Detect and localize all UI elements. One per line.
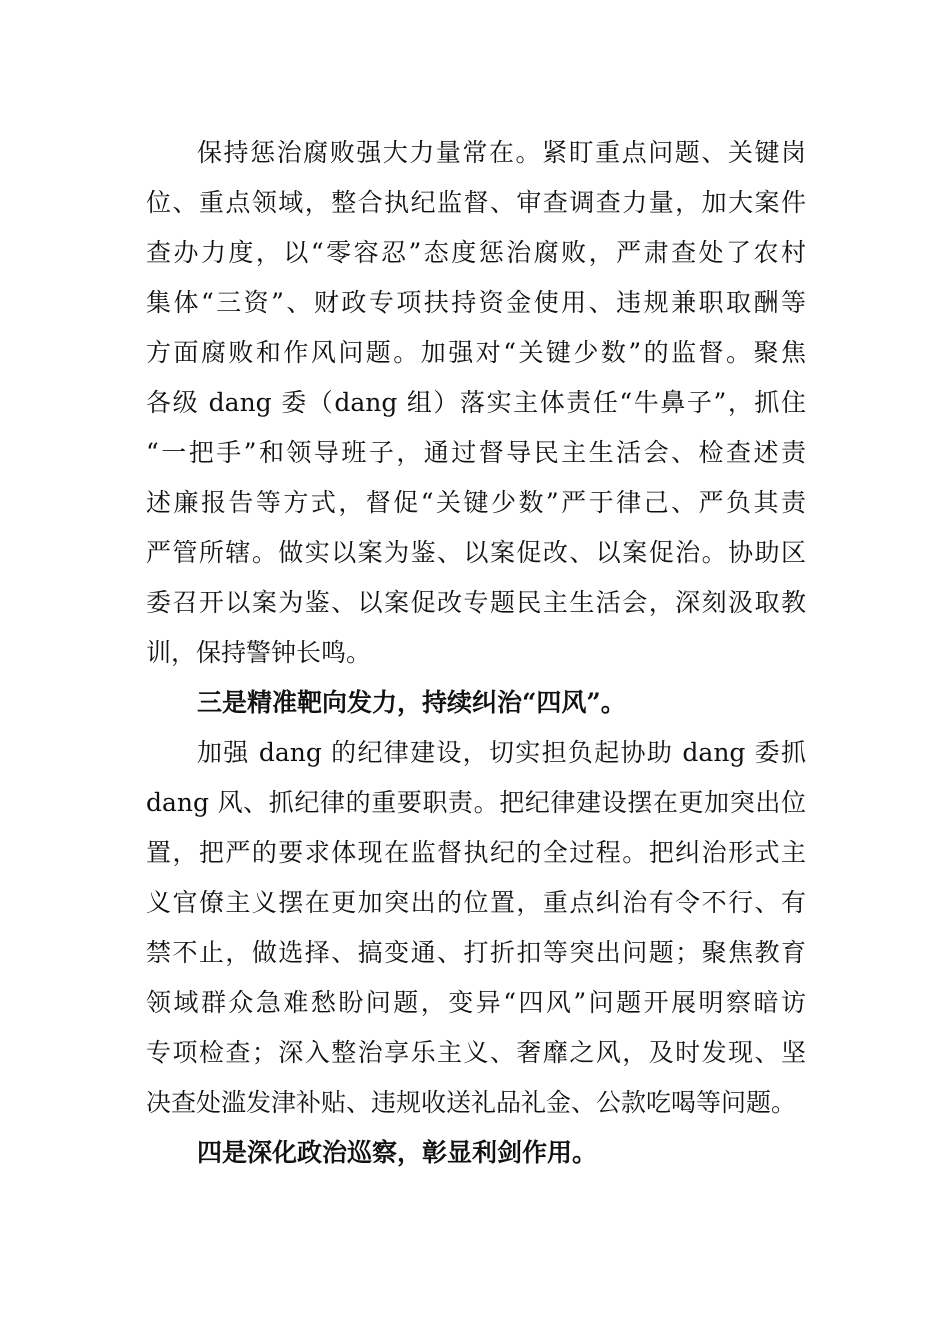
paragraph-2-line-6: 领域群众急难愁盼问题，变异“四风”问题开展明察暗访 bbox=[146, 988, 806, 1017]
paragraph-1-line-6: 各级 dang 委（dang 组）落实主体责任“牛鼻子”，抓住 bbox=[146, 388, 806, 417]
section-heading-3: 三是精准靶向发力，持续纠治“四风”。 bbox=[197, 688, 626, 717]
paragraph-2-line-4: 义官僚主义摆在更加突出的位置，重点纠治有令不行、有 bbox=[146, 888, 806, 917]
paragraph-1-line-8: 述廉报告等方式，督促“关键少数”严于律己、严负其责 bbox=[146, 488, 806, 517]
paragraph-1-line-5: 方面腐败和作风问题。加强对“关键少数”的监督。聚焦 bbox=[146, 338, 806, 367]
paragraph-1-line-3: 查办力度，以“零容忍”态度惩治腐败，严肃查处了农村 bbox=[146, 238, 806, 267]
paragraph-2-line-2: dang 风、抓纪律的重要职责。把纪律建设摆在更加突出位 bbox=[146, 788, 806, 817]
paragraph-1-line-1: 保持惩治腐败强大力量常在。紧盯重点问题、关键岗 bbox=[197, 138, 806, 167]
paragraph-1-line-2: 位、重点领域，整合执纪监督、审查调查力量，加大案件 bbox=[146, 188, 806, 217]
paragraph-1-line-7: “一把手”和领导班子，通过督导民主生活会、检查述责 bbox=[146, 438, 806, 467]
paragraph-2-line-1: 加强 dang 的纪律建设，切实担负起协助 dang 委抓 bbox=[197, 738, 806, 767]
paragraph-2-line-7: 专项检查；深入整治享乐主义、奢靡之风，及时发现、坚 bbox=[146, 1038, 806, 1067]
paragraph-1-line-9: 严管所辖。做实以案为鉴、以案促改、以案促治。协助区 bbox=[146, 538, 806, 567]
paragraph-2-line-3: 置，把严的要求体现在监督执纪的全过程。把纠治形式主 bbox=[146, 838, 806, 867]
paragraph-1-line-10: 委召开以案为鉴、以案促改专题民主生活会，深刻汲取教 bbox=[146, 588, 806, 617]
paragraph-2-line-5: 禁不止，做选择、搞变通、打折扣等突出问题；聚焦教育 bbox=[146, 938, 806, 967]
paragraph-1-line-11: 训，保持警钟长鸣。 bbox=[146, 638, 372, 667]
paragraph-2-line-8: 决查处滥发津补贴、违规收送礼品礼金、公款吃喝等问题。 bbox=[146, 1088, 797, 1117]
section-heading-4: 四是深化政治巡察，彰显利剑作用。 bbox=[197, 1138, 598, 1167]
paragraph-1-line-4: 集体“三资”、财政专项扶持资金使用、违规兼职取酬等 bbox=[146, 288, 806, 317]
